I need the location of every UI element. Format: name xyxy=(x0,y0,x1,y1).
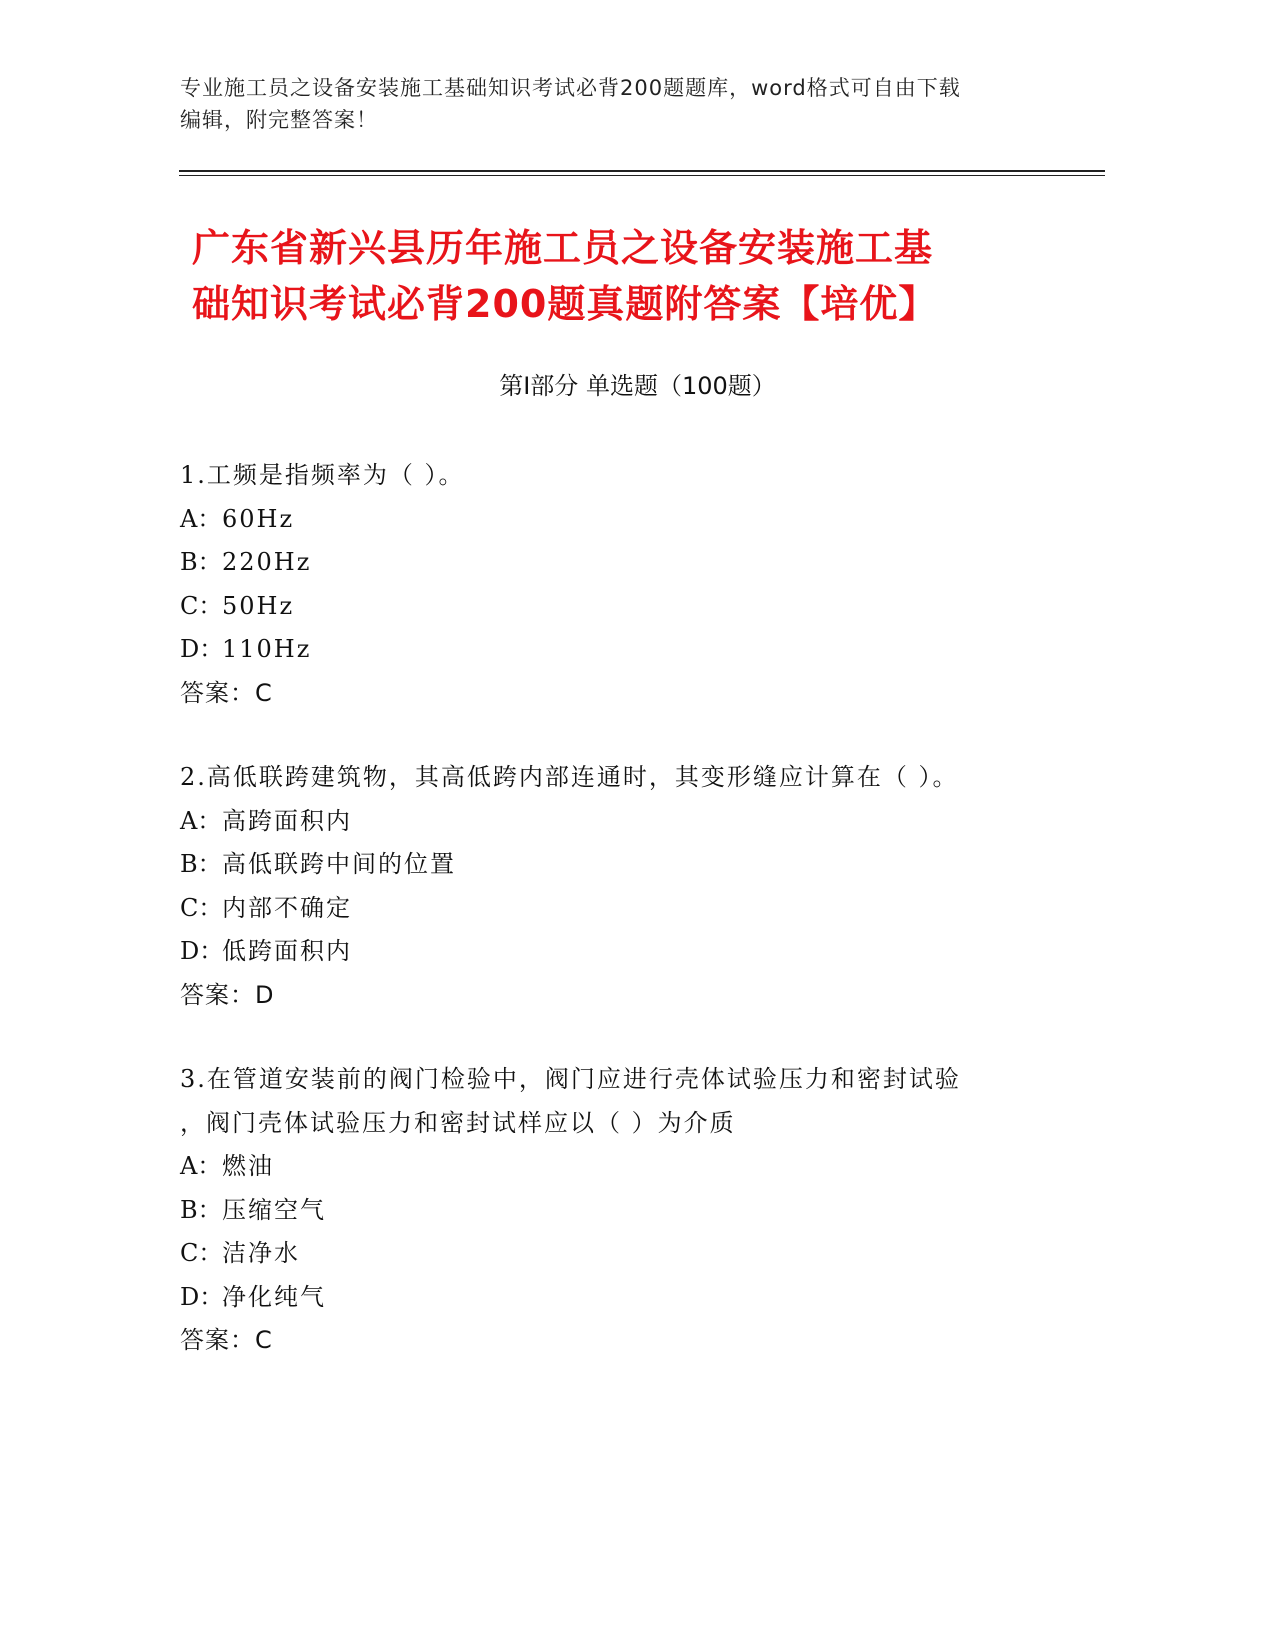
option-text: 220Hz xyxy=(222,548,312,576)
option-b xyxy=(180,1189,1060,1233)
option-key: B： xyxy=(180,850,222,878)
option-text: 燃油 xyxy=(222,1152,274,1180)
option-b xyxy=(180,541,1060,585)
option-text: 60Hz xyxy=(222,504,295,533)
option-text: 低跨面积内 xyxy=(222,937,352,965)
question-3 xyxy=(180,1058,1060,1363)
question-2 xyxy=(180,756,1060,1017)
header-divider-thick xyxy=(179,170,1105,172)
option-text: 110Hz xyxy=(222,635,312,663)
question-list xyxy=(180,454,1060,1404)
option-d xyxy=(180,1276,1060,1320)
question-text: 1.工频是指频率为（ ）。 xyxy=(180,461,465,489)
question-text-line-2: ，阀门壳体试验压力和密封试样应以（ ）为介质 xyxy=(180,1108,736,1137)
question-text: 2.高低联跨建筑物，其高低跨内部连通时，其变形缝应计算在（ ）。 xyxy=(180,763,959,791)
option-text: 高低联跨中间的位置 xyxy=(222,850,456,878)
option-b xyxy=(180,843,1060,887)
option-d xyxy=(180,930,1060,974)
option-key: D： xyxy=(180,1282,224,1311)
option-a xyxy=(180,800,1060,844)
option-c xyxy=(180,1232,1060,1276)
question-text-line-1: 3.在管道安装前的阀门检验中，阀门应进行壳体试验压力和密封试验 xyxy=(180,1065,961,1093)
option-key: A： xyxy=(180,504,222,533)
option-key: C： xyxy=(180,893,223,922)
option-key: A： xyxy=(180,806,222,835)
answer-text: 答案：C xyxy=(180,1326,273,1354)
option-key: D： xyxy=(180,937,224,965)
option-key: A： xyxy=(180,1152,222,1180)
header-note-line-1: 专业施工员之设备安装施工基础知识考试必背200题题库，word格式可自由下载 xyxy=(180,76,961,100)
option-key: C： xyxy=(180,591,223,620)
answer-text: 答案：D xyxy=(180,980,275,1009)
option-c xyxy=(180,887,1060,931)
document-title-line-2: 础知识考试必背200题真题附答案【培优】 xyxy=(192,282,938,326)
option-text: 内部不确定 xyxy=(222,893,352,922)
option-text: 净化纯气 xyxy=(222,1282,326,1311)
option-key: B： xyxy=(180,548,222,576)
option-key: C： xyxy=(180,1239,223,1267)
option-key: D： xyxy=(180,635,224,663)
option-text: 压缩空气 xyxy=(222,1195,326,1224)
document-title xyxy=(192,220,1072,332)
option-c xyxy=(180,585,1060,629)
option-d xyxy=(180,628,1060,672)
section-title: 第Ⅰ部分 单选题（100题） xyxy=(499,372,776,400)
header-divider-thin xyxy=(179,175,1105,176)
header-note-line-2: 编辑，附完整答案！ xyxy=(180,108,378,132)
answer-text: 答案：C xyxy=(180,678,273,707)
option-a xyxy=(180,498,1060,542)
header-note xyxy=(180,72,1060,136)
question-1 xyxy=(180,454,1060,715)
option-text: 50Hz xyxy=(222,591,295,620)
document-title-line-1: 广东省新兴县历年施工员之设备安装施工基 xyxy=(192,226,934,270)
option-text: 高跨面积内 xyxy=(222,806,352,835)
option-key: B： xyxy=(180,1195,222,1224)
option-a xyxy=(180,1145,1060,1189)
option-text: 洁净水 xyxy=(222,1239,300,1267)
